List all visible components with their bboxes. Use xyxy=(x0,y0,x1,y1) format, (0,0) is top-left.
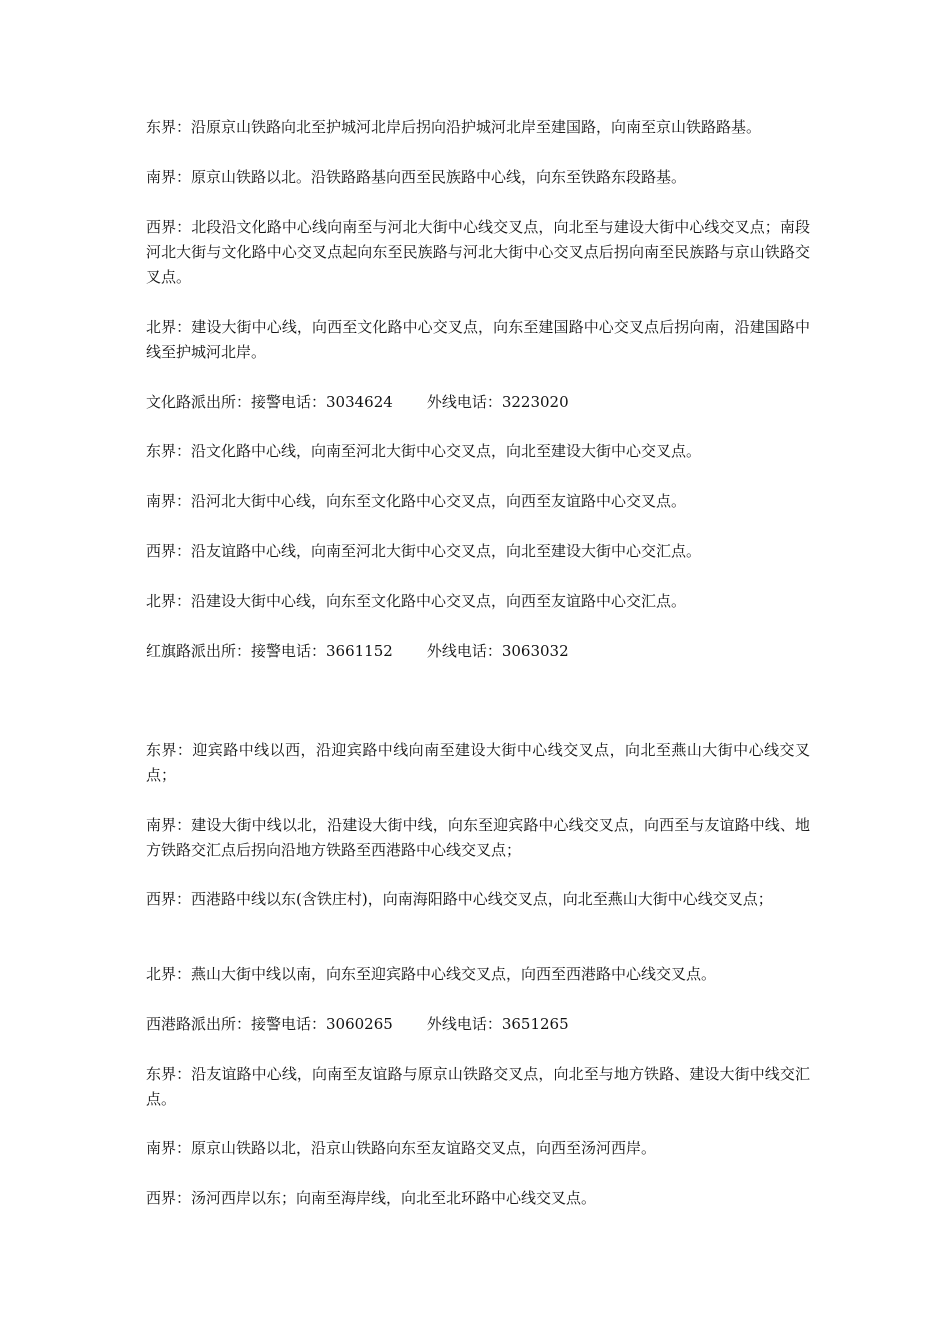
boundary-east-2: 东界：沿文化路中心线，向南至河北大街中心交叉点，向北至建设大街中心交叉点。 xyxy=(146,442,702,460)
boundary-west-3: 西界：西港路中线以东(含铁庄村)，向南海阳路中心线交叉点，向北至燕山大街中心线交叉点； xyxy=(146,890,773,908)
station-alarm-phone: 西港路派出所：接警电话：3060265 xyxy=(146,1015,393,1033)
boundary-south-1: 南界：原京山铁路以北。沿铁路路基向西至民族路中心线，向东至铁路东段路基。 xyxy=(146,168,687,186)
station-alarm-phone: 文化路派出所：接警电话：3034624 xyxy=(146,393,393,411)
station-heading-hongqilu xyxy=(146,639,810,664)
boundary-south-4: 南界：原京山铁路以北，沿京山铁路向东至友谊路交叉点，向西至汤河西岸。 xyxy=(146,1139,657,1157)
station-heading-xiganglu xyxy=(146,1012,810,1037)
station-outside-phone: 外线电话：3063032 xyxy=(426,642,569,660)
boundary-north-2: 北界：沿建设大街中心线，向东至文化路中心交叉点，向西至友谊路中心交汇点。 xyxy=(146,592,687,610)
boundary-west-2: 西界：沿友谊路中心线，向南至河北大街中心交叉点，向北至建设大街中心交汇点。 xyxy=(146,542,702,560)
boundary-west-1: 西界：北段沿文化路中心线向南至与河北大街中心线交叉点，向北至与建设大街中心线交叉点；南段河北大街与文化路中心交叉点起向东至民族路与河北大街中心交叉点后拐向南至民族路与京山铁路交叉点。 xyxy=(146,218,810,286)
boundary-east-4: 东界：沿友谊路中心线，向南至友谊路与原京山铁路交叉点，向北至与地方铁路、建设大街中线交汇点。 xyxy=(146,1065,810,1108)
boundary-north-1: 北界：建设大街中心线，向西至文化路中心交叉点，向东至建国路中心交叉点后拐向南，沿建国路中线至护城河北岸。 xyxy=(146,318,810,361)
boundary-south-3: 南界：建设大街中线以北，沿建设大街中线，向东至迎宾路中心线交叉点，向西至与友谊路中线、地方铁路交汇点后拐向沿地方铁路至西港路中心线交叉点； xyxy=(146,816,810,859)
station-outside-phone: 外线电话：3651265 xyxy=(426,1015,569,1033)
boundary-west-4: 西界：汤河西岸以东；向南至海岸线，向北至北环路中心线交叉点。 xyxy=(146,1189,597,1207)
boundary-north-3: 北界：燕山大街中线以南，向东至迎宾路中心线交叉点，向西至西港路中心线交叉点。 xyxy=(146,965,717,983)
station-heading-wenhualu xyxy=(146,390,810,415)
station-alarm-phone: 红旗路派出所：接警电话：3661152 xyxy=(146,642,393,660)
boundary-south-2: 南界：沿河北大街中心线，向东至文化路中心交叉点，向西至友谊路中心交叉点。 xyxy=(146,492,687,510)
boundary-east-1: 东界：沿原京山铁路向北至护城河北岸后拐向沿护城河北岸至建国路，向南至京山铁路路基。 xyxy=(146,118,762,136)
station-outside-phone: 外线电话：3223020 xyxy=(426,393,569,411)
boundary-east-3: 东界：迎宾路中线以西，沿迎宾路中线向南至建设大街中心线交叉点，向北至燕山大街中心线交叉点； xyxy=(146,741,810,784)
